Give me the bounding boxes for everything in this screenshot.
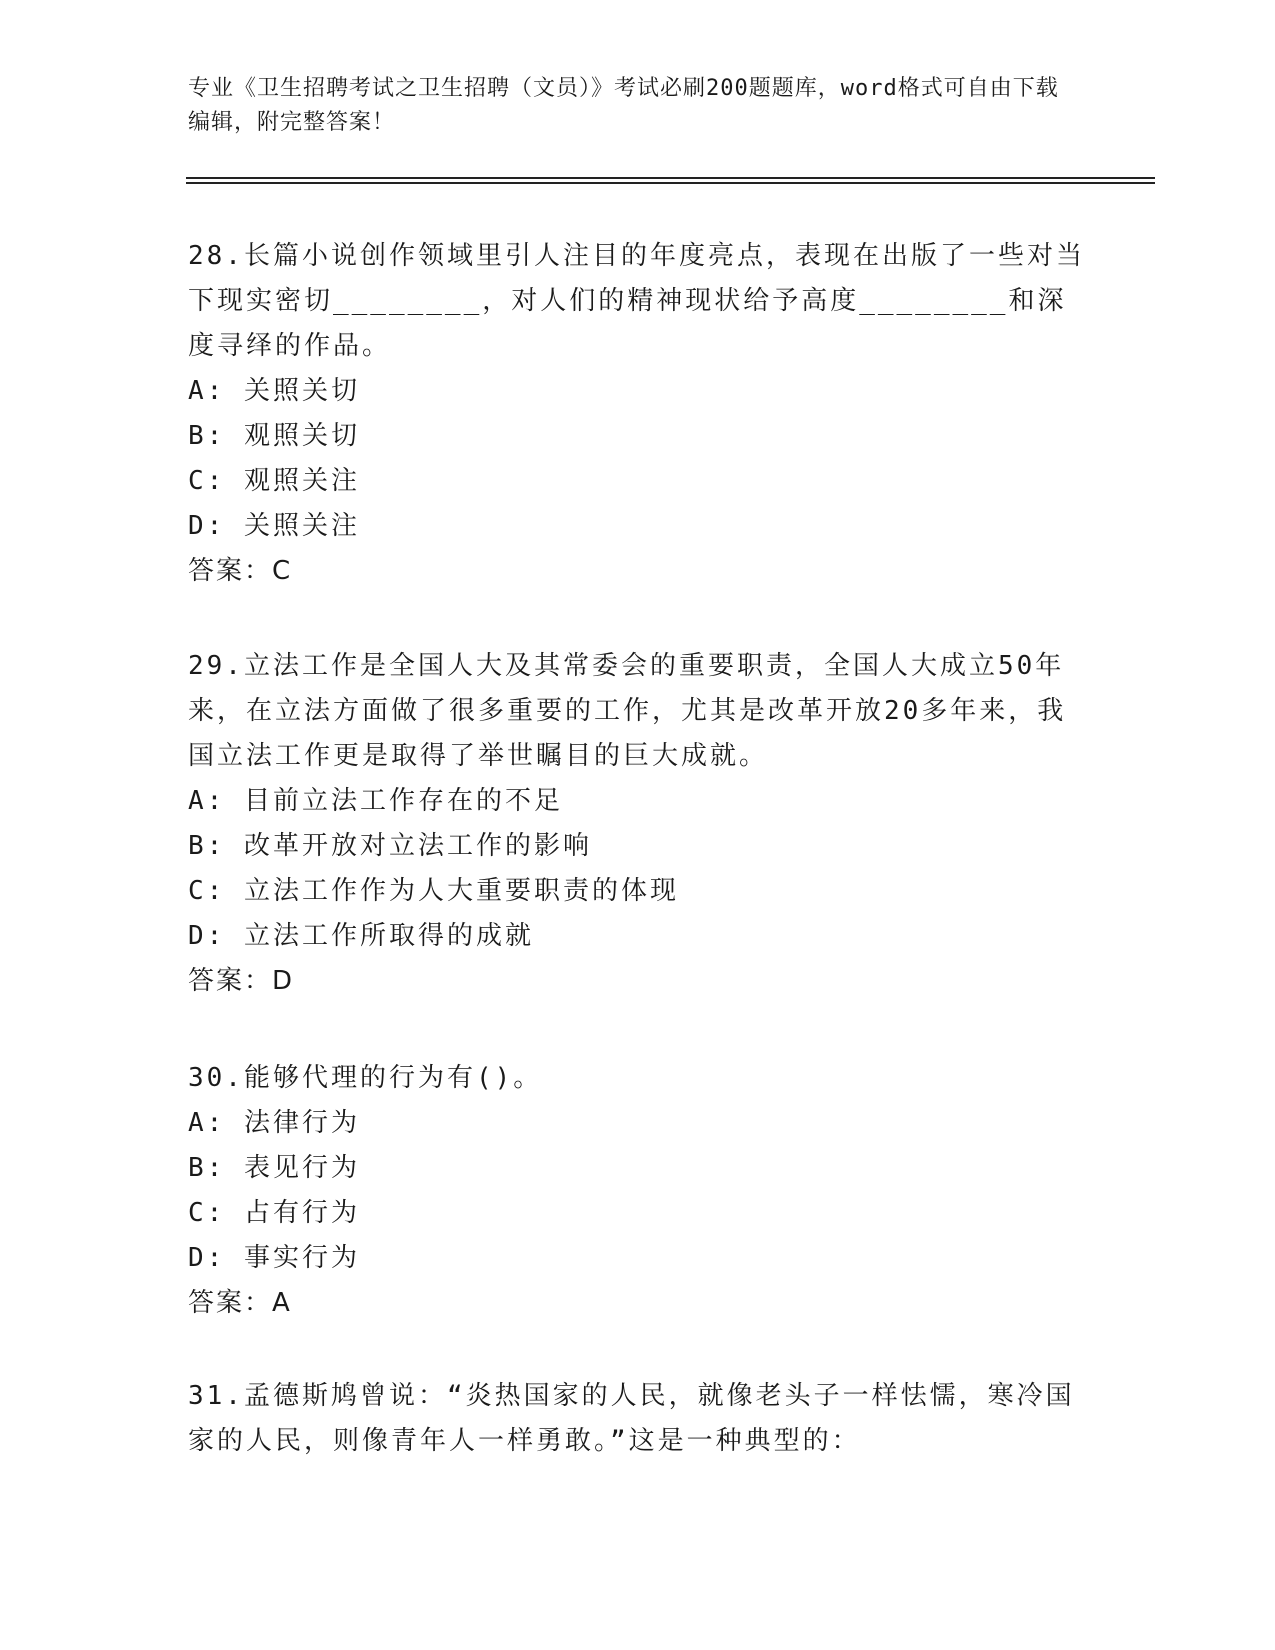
option-c: C: 占有行为	[188, 1198, 360, 1228]
option-a: A: 法律行为	[188, 1108, 360, 1138]
question-31	[188, 1374, 1088, 1464]
option-a: A: 关照关切	[188, 376, 360, 406]
question-28	[188, 234, 1088, 594]
option-d: D: 立法工作所取得的成就	[188, 921, 534, 951]
question-stem: 28.长篇小说创作领域里引人注目的年度亮点，表现在出版了一些对当下现实密切________，对人们的精神现状给予高度________和深度寻绎的作品。	[188, 241, 1085, 361]
question-stem: 30.能够代理的行为有()。	[188, 1063, 543, 1093]
answer: 答案：C	[188, 556, 293, 586]
header-divider-bottom	[186, 182, 1155, 184]
header-divider-top	[186, 177, 1155, 179]
option-b: B: 观照关切	[188, 421, 360, 451]
option-b: B: 改革开放对立法工作的影响	[188, 831, 592, 861]
answer: 答案：D	[188, 966, 295, 996]
question-30	[188, 1056, 1088, 1326]
option-c: C: 立法工作作为人大重要职责的体现	[188, 876, 679, 906]
question-stem: 31.孟德斯鸠曾说：“炎热国家的人民，就像老头子一样怯懦，寒冷国家的人民，则像青年人一样勇敢。”这是一种典型的：	[188, 1381, 1075, 1456]
document-header: 专业《卫生招聘考试之卫生招聘（文员）》考试必刷200题题库，word格式可自由下载编辑，附完整答案！	[188, 76, 1059, 135]
option-d: D: 关照关注	[188, 511, 360, 541]
option-a: A: 目前立法工作存在的不足	[188, 786, 563, 816]
option-b: B: 表见行为	[188, 1153, 360, 1183]
option-c: C: 观照关注	[188, 466, 360, 496]
question-29	[188, 644, 1088, 1004]
option-d: D: 事实行为	[188, 1243, 360, 1273]
answer: 答案：A	[188, 1288, 292, 1318]
question-stem: 29.立法工作是全国人大及其常委会的重要职责，全国人大成立50年来，在立法方面做了很多重要的工作，尤其是改革开放20多年来，我国立法工作更是取得了举世瞩目的巨大成就。	[188, 651, 1067, 771]
